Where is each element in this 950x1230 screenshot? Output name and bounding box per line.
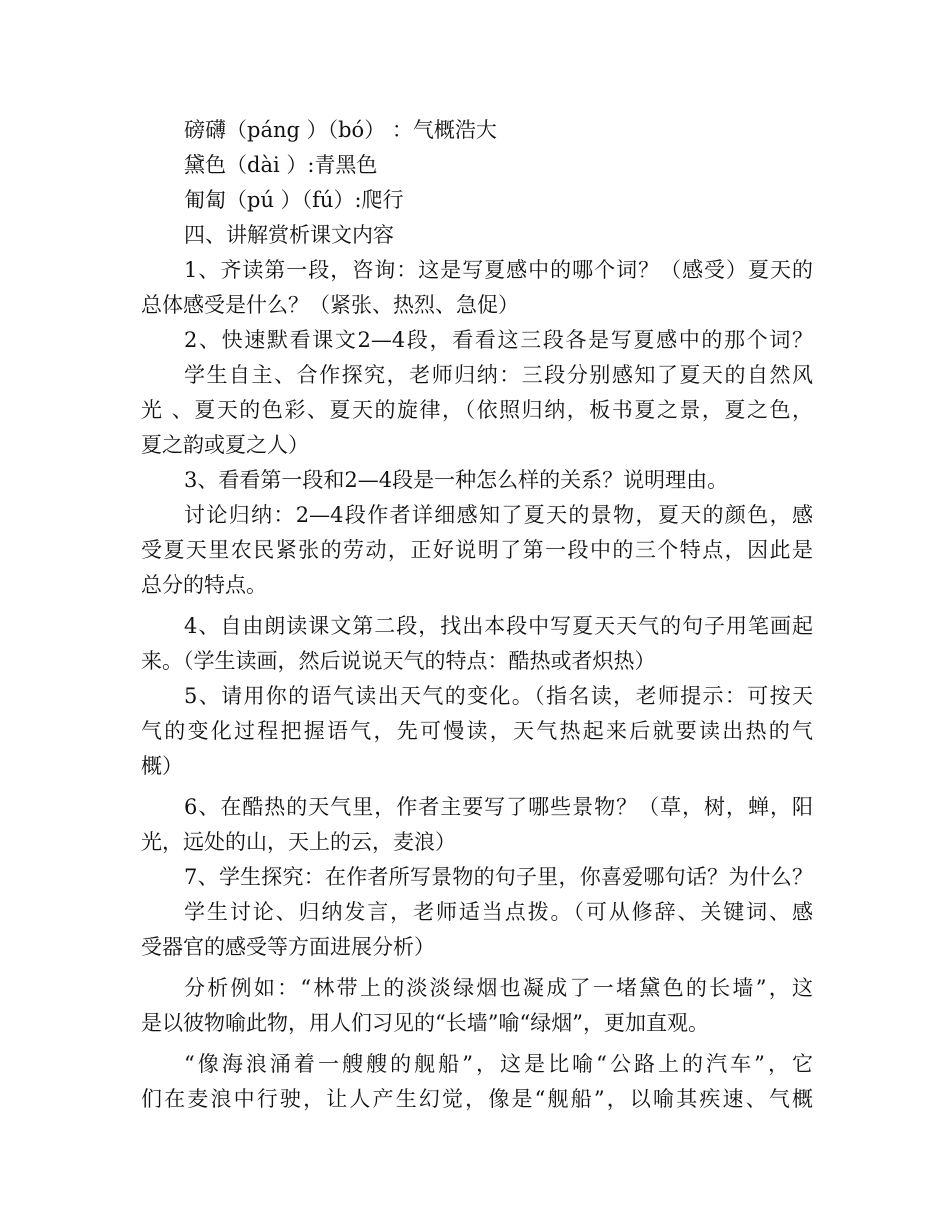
paragraph-line: 2、快速默看课文2—4段，看看这三段各是写夏感中的那个词？ [184,328,813,352]
paragraph-line: 光，远处的山，天上的云，麦浪） [141,830,456,854]
paragraph-line: 学生自主、合作探究，老师归纳：三段分别感知了夏天的自然风 [184,363,813,387]
section-heading: 四、讲解赏析课文内容 [184,223,394,247]
paragraph-line: 3、看看第一段和2—4段是一种怎么样的关系？说明理由。 [184,468,729,492]
paragraph-line: 讨论归纳：2—4段作者详细感知了夏天的景物，夏天的颜色，感 [184,503,813,527]
paragraph-line: 学生讨论、归纳发言，老师适当点拨。（可从修辞、关键词、感 [184,900,813,924]
vocab-line-daise: 黛色（dài ）:青黑色 [184,153,378,177]
paragraph-line: 气的变化过程把握语气，先可慢读，天气热起来后就要读出热的气 [141,719,813,743]
paragraph-line: 受夏天里农民紧张的劳动，正好说明了第一段中的三个特点，因此是 [141,538,813,562]
paragraph-line: 分析例如：“林带上的淡淡绿烟也凝成了一堵黛色的长墙”，这 [184,976,813,1000]
paragraph-line: 4、自由朗读课文第二段，找出本段中写夏天天气的句子用笔画起 [184,614,813,638]
paragraph-line: 来。（学生读画，然后说说天气的特点：酷热或者炽热） [141,649,656,673]
paragraph-line: 总分的特点。 [141,573,267,597]
paragraph-line: 夏之韵或夏之人） [141,433,309,457]
paragraph-line: 是以彼物喻此物，用人们习见的“长墙”喻“绿烟”，更加直观。 [141,1011,709,1035]
paragraph-line: 7、学生探究：在作者所写景物的句子里，你喜爱哪句话？为什么？ [184,865,813,889]
paragraph-line: 总体感受是什么？（紧张、热烈、急促） [141,293,519,317]
vocab-line-pufu: 匍匐（pú ）（fú）:爬行 [184,188,404,212]
paragraph-line: “像海浪涌着一艘艘的舰船”，这是比喻“公路上的汽车”，它 [184,1052,813,1076]
paragraph-line: 们在麦浪中行驶，让人产生幻觉，像是“舰船”，以喻其疾速、气概 [141,1087,813,1111]
paragraph-line: 1、齐读第一段，咨询：这是写夏感中的哪个词？（感受）夏天的 [184,258,813,282]
paragraph-line: 5、请用你的语气读出天气的变化。（指名读，老师提示：可按天 [184,684,813,708]
paragraph-line: 光 、夏天的色彩、夏天的旋律，（依照归纳，板书夏之景，夏之色， [141,398,813,422]
paragraph-line: 概） [141,754,183,778]
paragraph-line: 受器官的感受等方面进展分析） [141,935,435,959]
vocab-line-pangbo: 磅礴（páng ）（bó） ：气概浩大 [184,118,497,142]
paragraph-line: 6、在酷热的天气里，作者主要写了哪些景物？（草，树，蝉，阳 [184,795,813,819]
